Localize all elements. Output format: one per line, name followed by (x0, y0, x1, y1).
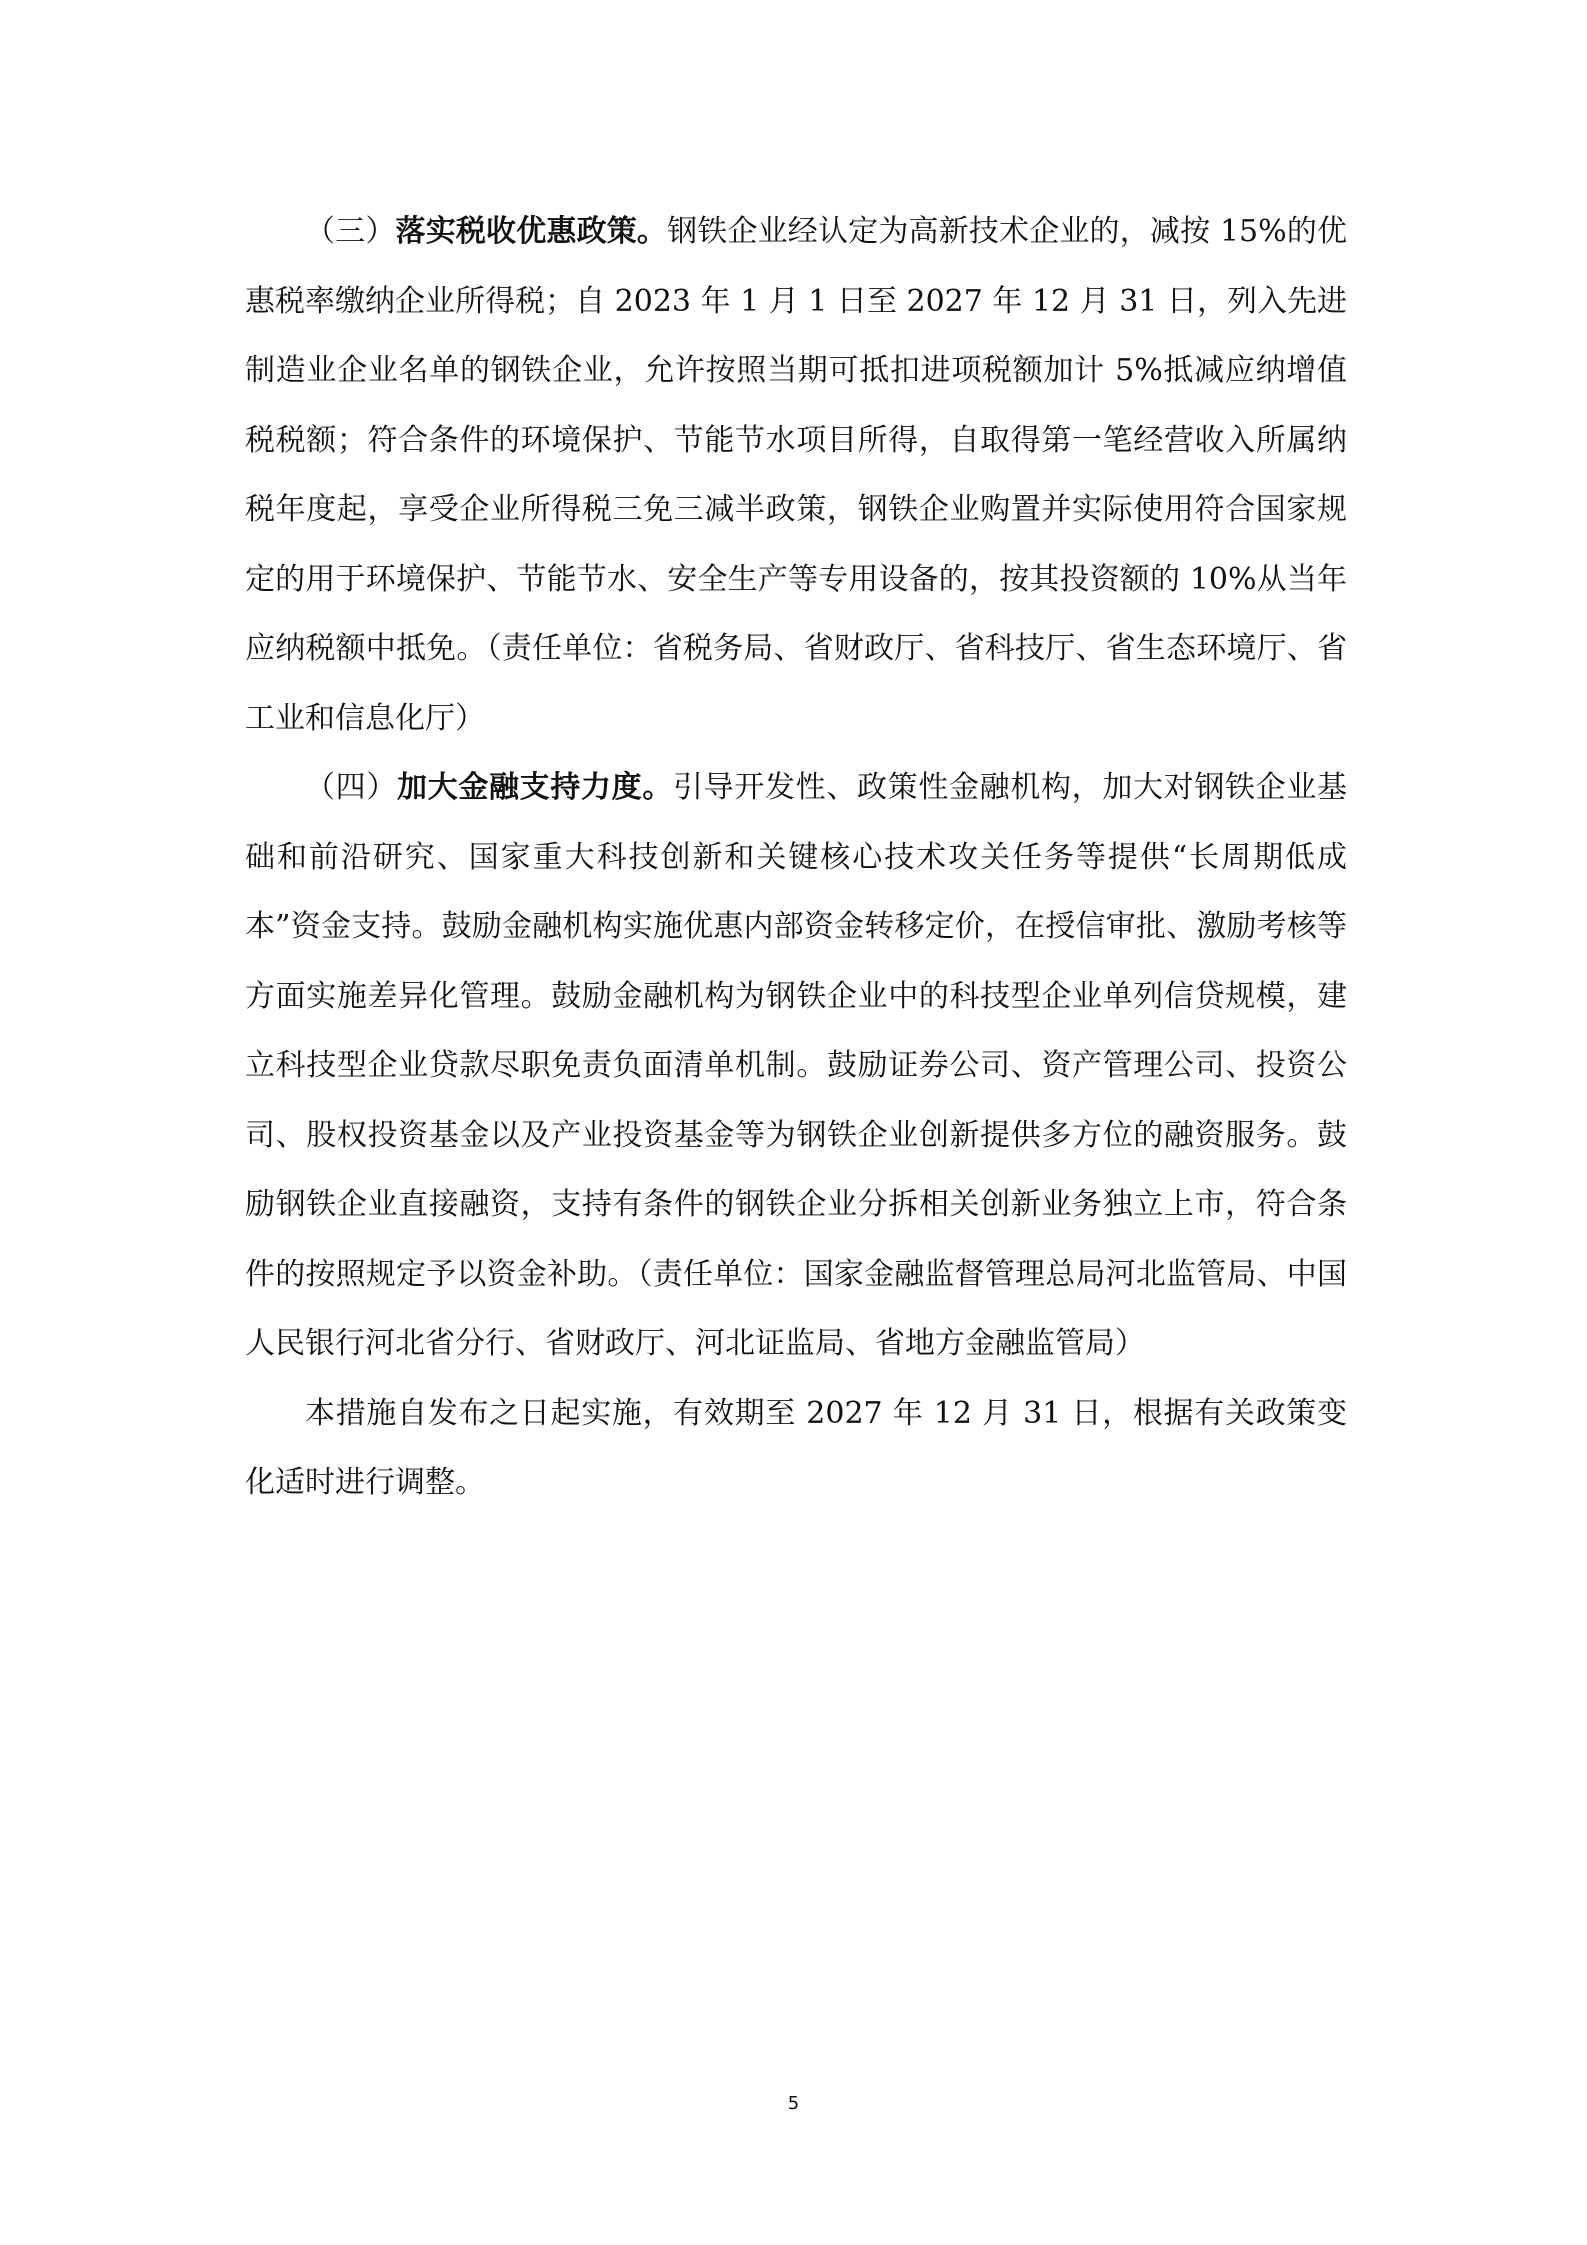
paragraph-lead: （四） (305, 770, 397, 805)
paragraph-effective-date (245, 1379, 1347, 1518)
paragraph-tax-policy (245, 197, 1347, 753)
paragraph-text: 本措施自发布之日起实施，有效期至 2027 年 12 月 31 日，根据有关政策变化适时进行调整。 (245, 1395, 1347, 1500)
paragraph-lead: （三） (305, 214, 396, 249)
page-number: 5 (787, 2093, 800, 2114)
paragraph-heading: 加大金融支持力度。 (397, 770, 673, 805)
document-body (245, 197, 1347, 1518)
paragraph-text: 钢铁企业经认定为高新技术企业的，减按 15%的优惠税率缴纳企业所得税；自 2023 年 1 月 1 日至 2027 年 12 月 31 日，列入先进制造业企业名单的钢铁企业，允许按照当期可抵扣进项税额加计 5%抵减应纳增值税税额；符合条件的环境保护、节能节水项目所得，自取得第一笔经营收入所属纳税年度起，享受企业所得税三免三减半政策，钢铁企业购置并实际使用符合国家规定的用于环境保护、节能节水、安全生产等专用设备的，按其投资额的 10%从当年应纳税额中抵免。（责任单位：省税务局、省财政厅、省科技厅、省生态环境厅、省工业和信息化厅） (245, 214, 1348, 736)
paragraph-financial-support (245, 753, 1347, 1379)
paragraph-heading: 落实税收优惠政策。 (395, 214, 668, 249)
paragraph-text: 引导开发性、政策性金融机构，加大对钢铁企业基础和前沿研究、国家重大科技创新和关键核心技术攻关任务等提供“长周期低成本”资金支持。鼓励金融机构实施优惠内部资金转移定价，在授信审批、激励考核等方面实施差异化管理。鼓励金融机构为钢铁企业中的科技型企业单列信贷规模，建立科技型企业贷款尽职免责负面清单机制。鼓励证券公司、资产管理公司、投资公司、股权投资基金以及产业投资基金等为钢铁企业创新提供多方位的融资服务。鼓励钢铁企业直接融资，支持有条件的钢铁企业分拆相关创新业务独立上市，符合条件的按照规定予以资金补助。（责任单位：国家金融监督管理总局河北监管局、中国人民银行河北省分行、省财政厅、河北证监局、省地方金融监管局） (245, 770, 1347, 1361)
